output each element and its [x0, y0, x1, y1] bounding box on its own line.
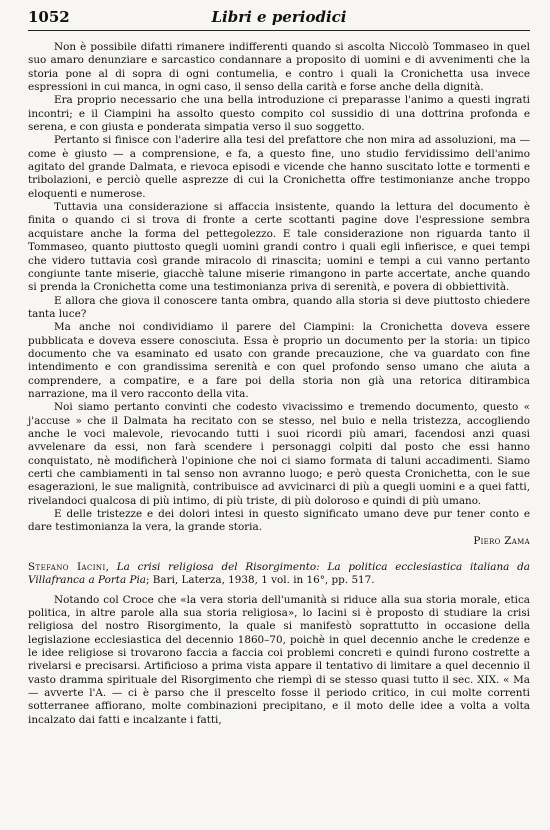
paragraph: E delle tristezze e dei dolori intesi in questo significato umano deve pur tener conto e dare testimonianza la vera, la grande storia. [28, 508, 530, 534]
review-publication: ; Bari, Laterza, 1938, 1 vol. in 16°, pp. 517. [145, 574, 375, 587]
paragraph: Non è possibile difatti rimanere indifferenti quando si ascolta Niccolò Tommaseo in quel suo amaro denunziare e sarcastico condannare a proposito di uomini e di avvenimenti che la storia pone al di sopra di ogni contumelia, e contro i quali la Cronichetta usa invece espressioni in cui manca, in ogni caso, il senso della carità e forse anche della dignità. [28, 41, 530, 94]
paragraph: Pertanto si finisce con l'aderire alla tesi del prefattore che non mira ad assoluzioni, ma — come è giusto — a comprensione, e fa, a questo fine, uno studio fervidissimo dell'animo agitato del grande Dalmata, e rievoca episodi e vicende che hanno suscitato lotte e tormenti e tribolazioni, e perciò quelle asprezze di cui la Cronichetta offre testimonianze anche troppo eloquenti e numerose. [28, 134, 530, 200]
paragraph: E allora che giova il conoscere tanta ombra, quando alla storia si deve piuttosto chiedere tanta luce? [28, 294, 530, 320]
signature-text: Piero Zama [473, 534, 530, 547]
review-body [28, 594, 530, 727]
review-heading: Stefano Iacini, La crisi religiosa del Risorgimento: La politica ecclesiastica italiana da Villafranca a Porta Pia; Bari, Laterza, 1938, 1 vol. in 16°, pp. 517. [28, 560, 530, 587]
book-page [28, 8, 530, 727]
paragraph: Notando col Croce che «la vera storia dell'umanità si riduce alla sua storia morale, etica politica, in altre parole alla sua storia religiosa», lo Iacini si è proposto di studiare la crisi religiosa del nostro Risorgimento, la quale si manifestò soprattutto in occasione della legislazione ecclesiastica del decennio 1860–70, poichè in quel decennio anche le credenze e le idee religiose si trovarono faccia a faccia coi problemi concreti e quindi furono costrette a rivelarsi e precisarsi. Artificioso a prima vista appare il tentativo di limitare a quel decennio il vasto dramma spirituale del Risorgimento che riempì di se stesso quasi tutto il sec. XIX. « Ma — avverte l'A. — ci è parso che il prescelto fosse il periodo critico, in cui molte correnti sotterranee affiorano, molte combinazioni precipitano, e il moto delle idee a volta a volta incalzato dai fatti e incalzante i fatti, [28, 593, 530, 726]
paragraph: Era proprio necessario che una bella introduzione ci preparasse l'animo a questi ingrati incontri; e il Ciampini ha assolto questo compito col sussidio di una dottrina profonda e serena, e con giusta e ponderata simpatia verso il suo soggetto. [28, 94, 530, 134]
article-body [28, 41, 530, 535]
running-title: Libri e periodici [211, 8, 347, 26]
page-number: 1052 [28, 8, 70, 26]
review-author: Stefano Iacini [28, 560, 106, 573]
paragraph: Tuttavia una considerazione si affaccia insistente, quando la lettura del documento è finita o quando ci si trova di fronte a certe scottanti pagine dove l'espressione sembra acquistare anche la forma del pettegolezzo. E tale considerazione non riguarda tanto il Tommaseo, quanto piuttosto quegli uomini grandi contro i quali egli infierisce, e quei tempi che videro tuttavia così grande miracolo di rinascita; uomini e tempi a cui vanno pertanto congiunte tante miserie, giacchè talune miserie rimangono in parte accertate, anche quando si prenda la Cronichetta come una testimonianza priva di serenità, e povera di obbiettività. [28, 201, 530, 294]
paragraph: Ma anche noi condividiamo il parere del Ciampini: la Cronichetta doveva essere pubblicata e doveva essere conosciuta. Essa è proprio un documento per la storia: un tipico documento che va esaminato ed usato con grande precauzione, che va guardato con fine intendimento e con grandissima serenità e con quel profondo senso umano che aiuta a comprendere, a compatire, e a fare poi della storia non già una retorica ditirambica narrazione, ma il vero racconto della vita. [28, 321, 530, 400]
author-signature [28, 535, 530, 547]
review-title: La crisi religiosa del Risorgimento: La politica ecclesiastica italiana da Villafranca a Porta Pia [28, 560, 530, 587]
paragraph: Noi siamo pertanto convinti che codesto vivacissimo e tremendo documento, questo « j'accuse » che il Dalmata ha recitato con se stesso, nel buio e nella tristezza, accogliendo anche le voci malevole, rievocando tutti i suoi ricordi più amari, facendosi anzi quasi avvelenare da essi, non farà scendere i personaggi colpiti dal posto che essi hanno conquistato, nè modificherà l'opinione che noi ci siamo formata di taluni accadimenti. Siamo certi che cambiamenti in tal senso non avranno luogo; e però questa Cronichetta, con le sue esagerazioni, le sue malignità, contribuisce ad avvicinarci di più a quegli uomini e a quei fatti, rivelandoci qualcosa di più intimo, di più triste, di più doloroso e quindi di più umano. [28, 401, 530, 507]
running-head [28, 8, 530, 31]
